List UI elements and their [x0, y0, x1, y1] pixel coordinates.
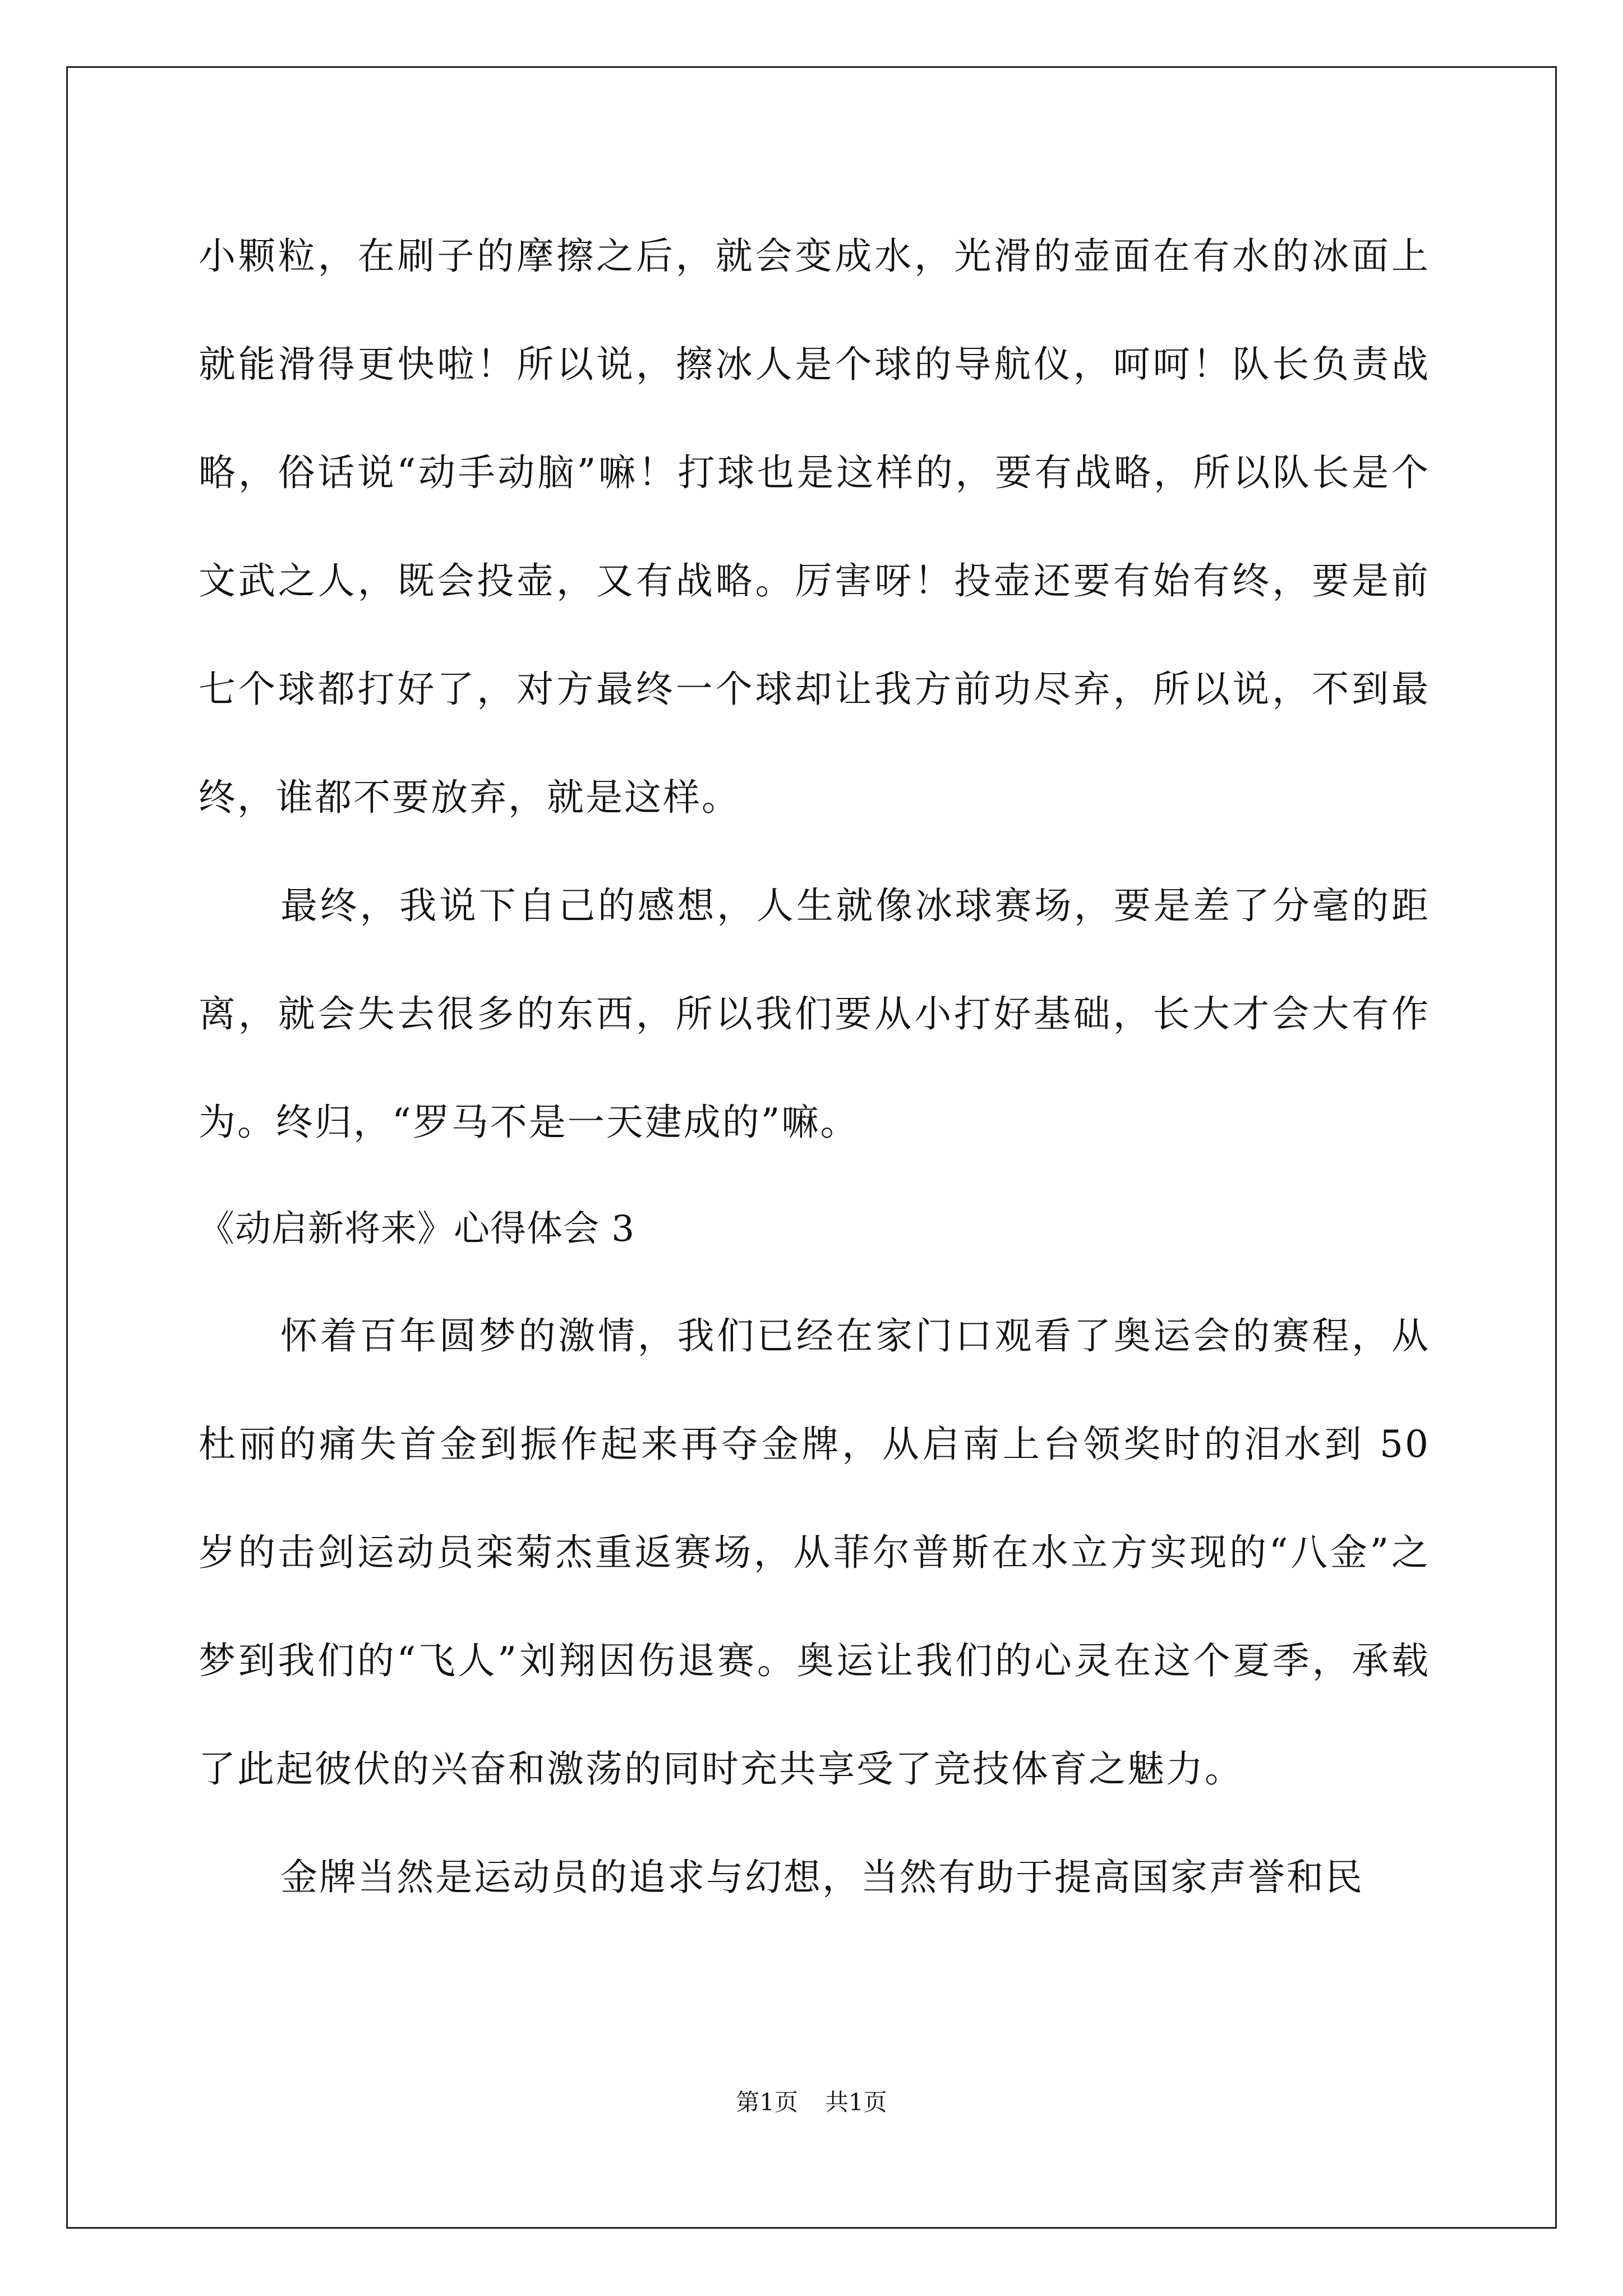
paragraph-olympics: 怀着百年圆梦的激情，我们已经在家门口观看了奥运会的赛程，从杜丽的痛失首金到振作起来再夺金牌，从启南上台领奖时的泪水到 50 岁的击剑运动员栾菊杰重返赛场，从菲尔普斯在水立方实现的“八金”之梦到我们的“飞人”刘翔因伤退赛。奥运让我们的心灵在这个夏季，承载了此起彼伏的兴奋和激荡的同时充共享受了竞技体育之魅力。: [199, 1314, 1430, 1791]
section-heading: 《动启新将来》心得体会 3: [199, 1208, 635, 1250]
paragraph-gold-medal: 金牌当然是运动员的追求与幻想，当然有助于提高国家声誉和民: [280, 1856, 1364, 1899]
page-footer: [0, 2086, 1623, 2119]
paragraph-ice-curling-roles: 小颗粒，在刷子的摩擦之后，就会变成水，光滑的壶面在有水的冰面上就能滑得更快啦！所以说，擦冰人是个球的导航仪，呵呵！队长负责战略，俗话说“动手动脑”嘛！打球也是这样的，要有战略，所以队长是个文武之人，既会投壶，又有战略。厉害呀！投壶还要有始有终，要是前七个球都打好了，对方最终一个球却让我方前功尽弃，所以说，不到最终，谁都不要放弃，就是这样。: [199, 234, 1430, 819]
page-number: 第1页: [736, 2088, 798, 2116]
page-total: 共1页: [825, 2088, 887, 2116]
document-body: [199, 202, 1430, 1931]
paragraph-reflection: 最终，我说下自己的感想，人生就像冰球赛场，要是差了分毫的距离，就会失去很多的东西，所以我们要从小打好基础，长大才会大有作为。终归，“罗马不是一天建成的”嘛。: [199, 884, 1430, 1144]
